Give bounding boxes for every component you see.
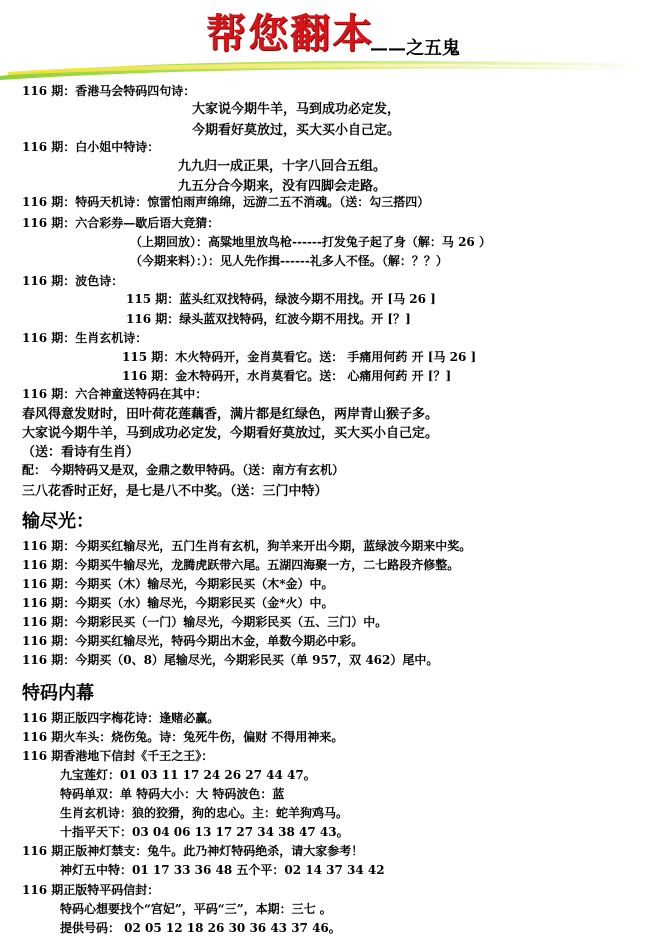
- text-line: 生肖玄机诗：狼的狡猾，狗的忠心。主：蛇羊狗鸡马。: [60, 806, 349, 820]
- text-line: 116 期：金木特码开，水肖莫看它。送： 心痛用何药 开 [？]: [122, 369, 452, 383]
- text-line: 116 期香港地下信封《千王之王》：: [22, 749, 214, 763]
- text-line: 提供号码： 02 05 12 18 26 30 36 43 37 46。: [60, 921, 341, 935]
- text-line: 115 期：木火特码开，金肖莫看它。送： 手痛用何药 开 [马 26 ]: [122, 350, 477, 364]
- text-line: 十指平天下：03 04 06 13 17 27 34 38 47 43。: [60, 825, 349, 839]
- text-line: 116 期：六合神童送特码在其中：: [22, 387, 208, 401]
- text-line: 116 期：生肖玄机诗：: [22, 331, 148, 345]
- text-line: 116 期：今期买红输尽光，五门生肖有玄机，狗羊来开出今期，蓝绿波今期来中奖。: [22, 539, 472, 553]
- text-line: 116 期：特码天机诗：惊雷怕雨声绵绵，远游二五不消魂。（送：勾三搭四）: [22, 195, 430, 209]
- text-line: 116 期：香港马会特码四句诗：: [22, 84, 196, 98]
- header: [0, 0, 646, 82]
- text-line: 三八花香时正好，是七是八不中奖。（送：三门中特）: [22, 484, 328, 499]
- text-line: 115 期：蓝头红双找特码，绿波今期不用找。开 [马 26 ]: [126, 292, 436, 306]
- text-line: 九九归一成正果，十字八回合五组。: [178, 159, 387, 174]
- text-line: 116 期：今期买牛输尽光，龙腾虎跃带六尾。五湖四海聚一方，二七路段齐修整。: [22, 558, 460, 572]
- text-line: 116 期：白小姐中特诗：: [22, 140, 160, 154]
- text-line: 特码心想要找个“宫妃”，平码“三”，本期：三七 。: [60, 902, 332, 916]
- text-line: 116 期：今期买（0、8）尾输尽光，今期彩民买（单 957，双 462）尾中。: [22, 653, 439, 667]
- text-line: 神灯五中特：01 17 33 36 48 五个平：02 14 37 34 42: [60, 863, 385, 877]
- text-line: 116 期：今期买（木）输尽光，今期彩民买（木*金）中。: [22, 577, 334, 591]
- text-line: 116 期：今期买（水）输尽光，今期彩民买（金*火）中。: [22, 596, 334, 610]
- page-subtitle: ——之五鬼: [370, 38, 460, 59]
- text-line: 116 期：绿头蓝双找特码，红波今期不用找。开 [？]: [126, 312, 411, 326]
- text-line: 九宝莲灯：01 03 11 17 24 26 27 44 47。: [60, 768, 316, 782]
- page-title: 帮您翻本: [206, 10, 374, 57]
- text-line: 116 期：今期买红输尽光，特码今期出木金，单数今期必中彩。: [22, 634, 364, 648]
- green-swoosh-banner: [0, 56, 646, 80]
- text-line: （上期回放）：高粱地里放鸟枪------打发兔子起了身（解：马 26 ）: [130, 235, 491, 249]
- text-line: 116 期：波色诗：: [22, 274, 124, 288]
- text-line: 春风得意发财时，田叶荷花莲藕香，满片都是红绿色，两岸青山猴子多。: [22, 407, 439, 422]
- text-line: 116 期火车头：烧伤兔。诗：兔死牛伤，偏财 不得用神来。: [22, 730, 344, 744]
- text-line: 特码单双：单 特码大小：大 特码波色：蓝: [60, 787, 285, 801]
- text-line: 大家说今期牛羊，马到成功必定发，: [192, 102, 401, 117]
- section-heading: 特码内幕: [22, 683, 94, 704]
- text-line: 116 期正版神灯禁支：兔牛。此乃神灯特码绝杀，请大家参考！: [22, 844, 364, 858]
- text-line: （送：看诗有生肖）: [22, 445, 140, 460]
- text-line: 大家说今期牛羊，马到成功必定发，今期看好莫放过，买大买小自己定。: [22, 426, 439, 441]
- text-line: 116 期正版特平码信封：: [22, 883, 160, 897]
- text-line: 配： 今期特码又是双，金鼎之数甲特码。（送：南方有玄机）: [22, 463, 345, 477]
- text-line: 116 期：六合彩券—歇后语大竞猜：: [22, 216, 220, 230]
- section-heading: 输尽光：: [22, 511, 94, 532]
- text-line: 九五分合今期来，没有四脚会走路。: [178, 179, 387, 194]
- text-line: 116 期正版四字梅花诗：逢赌必赢。: [22, 711, 220, 725]
- text-line: （今期来料）：）：见人先作揖------礼多人不怪。（解：？？）: [130, 254, 448, 268]
- text-line: 116 期：今期彩民买（一门）输尽光，今期彩民买（五、三门）中。: [22, 615, 388, 629]
- text-line: 今期看好莫放过，买大买小自己定。: [192, 123, 401, 138]
